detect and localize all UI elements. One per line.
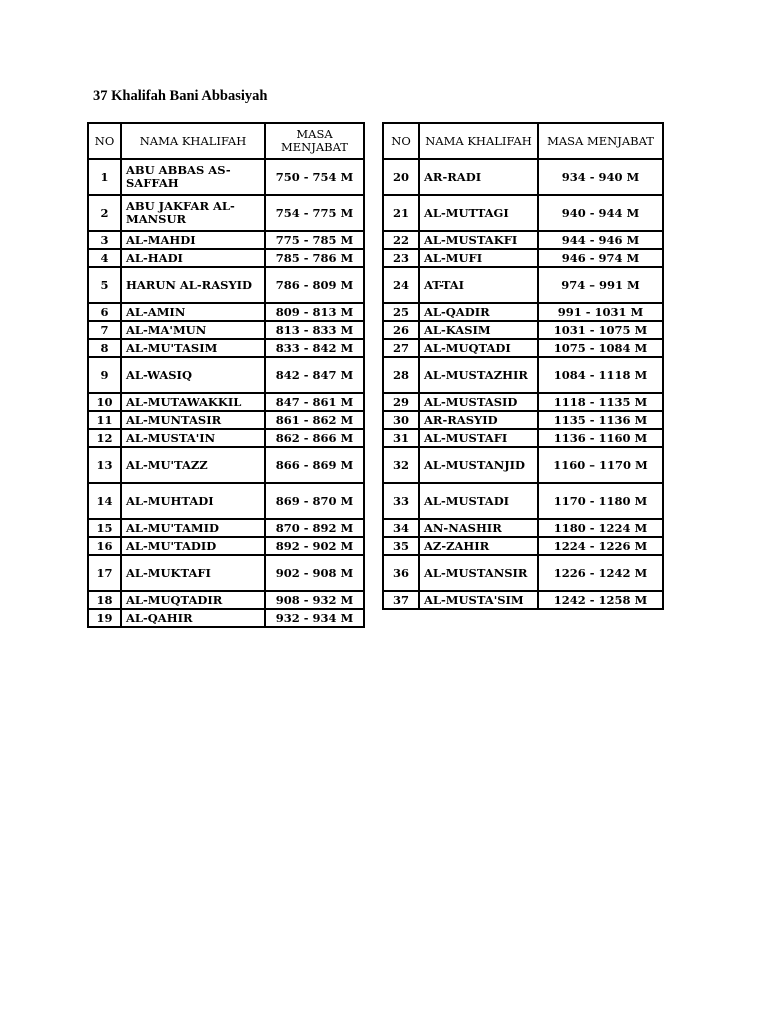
row-masa-menjabat: 908 - 932 M (265, 591, 364, 609)
row-masa-menjabat: 813 - 833 M (265, 321, 364, 339)
row-no: 25 (383, 303, 419, 321)
row-nama-khalifah: AL-MUSTASID (419, 393, 538, 411)
row-no: 30 (383, 411, 419, 429)
row-nama-khalifah: AN-NASHIR (419, 519, 538, 537)
row-no: 17 (88, 555, 121, 591)
row-no: 29 (383, 393, 419, 411)
row-masa-menjabat: 1180 - 1224 M (538, 519, 663, 537)
table-row (88, 555, 364, 591)
row-no: 3 (88, 231, 121, 249)
khalifah-table-left (87, 122, 365, 628)
row-nama-khalifah: AL-KASIM (419, 321, 538, 339)
row-nama-khalifah: AZ-ZAHIR (419, 537, 538, 555)
row-no: 7 (88, 321, 121, 339)
table-row (88, 393, 364, 411)
row-nama-khalifah: AL-MUHTADI (121, 483, 265, 519)
table-row (383, 537, 663, 555)
row-masa-menjabat: 861 - 862 M (265, 411, 364, 429)
table-row (383, 339, 663, 357)
header-no: NO (88, 123, 121, 159)
table-row (383, 519, 663, 537)
row-nama-khalifah: ABU JAKFAR AL-MANSUR (121, 195, 265, 231)
table-row (88, 429, 364, 447)
table-row (88, 609, 364, 627)
row-masa-menjabat: 940 - 944 M (538, 195, 663, 231)
table-row (88, 231, 364, 249)
header-no: NO (383, 123, 419, 159)
row-nama-khalifah: AR-RASYID (419, 411, 538, 429)
row-nama-khalifah: HARUN AL-RASYID (121, 267, 265, 303)
table-row (383, 321, 663, 339)
header-row (383, 123, 663, 159)
row-masa-menjabat: 1242 - 1258 M (538, 591, 663, 609)
row-no: 15 (88, 519, 121, 537)
row-no: 12 (88, 429, 121, 447)
row-no: 6 (88, 303, 121, 321)
row-no: 20 (383, 159, 419, 195)
table-row (88, 267, 364, 303)
row-no: 32 (383, 447, 419, 483)
row-no: 24 (383, 267, 419, 303)
row-nama-khalifah: ABU ABBAS AS-SAFFAH (121, 159, 265, 195)
table-row (383, 159, 663, 195)
row-no: 36 (383, 555, 419, 591)
row-masa-menjabat: 785 - 786 M (265, 249, 364, 267)
table-row (88, 411, 364, 429)
header-nama-khalifah: NAMA KHALIFAH (121, 123, 265, 159)
row-nama-khalifah: AL-MU'TAZZ (121, 447, 265, 483)
row-nama-khalifah: AL-MUSTA'SIM (419, 591, 538, 609)
table-row (88, 483, 364, 519)
row-nama-khalifah: AL-MU'TASIM (121, 339, 265, 357)
row-no: 28 (383, 357, 419, 393)
header-masa-menjabat: MASA MENJABAT (538, 123, 663, 159)
khalifah-table-right (382, 122, 664, 610)
row-no: 23 (383, 249, 419, 267)
table-row (88, 519, 364, 537)
row-masa-menjabat: 1160 – 1170 M (538, 447, 663, 483)
row-nama-khalifah: AL-MUSTA'IN (121, 429, 265, 447)
row-no: 5 (88, 267, 121, 303)
row-masa-menjabat: 1031 - 1075 M (538, 321, 663, 339)
header-nama-khalifah: NAMA KHALIFAH (419, 123, 538, 159)
row-masa-menjabat: 869 - 870 M (265, 483, 364, 519)
row-nama-khalifah: AL-MUSTANJID (419, 447, 538, 483)
row-masa-menjabat: 991 - 1031 M (538, 303, 663, 321)
row-masa-menjabat: 750 - 754 M (265, 159, 364, 195)
row-nama-khalifah: AL-MUFI (419, 249, 538, 267)
row-masa-menjabat: 1170 - 1180 M (538, 483, 663, 519)
table-row (88, 303, 364, 321)
row-nama-khalifah: AL-MAHDI (121, 231, 265, 249)
row-masa-menjabat: 847 - 861 M (265, 393, 364, 411)
row-nama-khalifah: AL-MUQTADIR (121, 591, 265, 609)
row-nama-khalifah: AL-MU'TADID (121, 537, 265, 555)
row-masa-menjabat: 1135 - 1136 M (538, 411, 663, 429)
row-nama-khalifah: AL-QAHIR (121, 609, 265, 627)
table-row (383, 357, 663, 393)
table-row (88, 537, 364, 555)
row-nama-khalifah: AL-MA'MUN (121, 321, 265, 339)
row-nama-khalifah: AL-MUNTASIR (121, 411, 265, 429)
row-nama-khalifah: AR-RADI (419, 159, 538, 195)
row-nama-khalifah: AL-HADI (121, 249, 265, 267)
table-row (383, 393, 663, 411)
row-nama-khalifah: AL-MUKTAFI (121, 555, 265, 591)
row-masa-menjabat: 892 - 902 M (265, 537, 364, 555)
row-masa-menjabat: 870 - 892 M (265, 519, 364, 537)
row-nama-khalifah: AL-MUSTAZHIR (419, 357, 538, 393)
table-row (88, 357, 364, 393)
row-nama-khalifah: AL-MUTAWAKKIL (121, 393, 265, 411)
row-no: 10 (88, 393, 121, 411)
row-masa-menjabat: 1224 - 1226 M (538, 537, 663, 555)
row-no: 16 (88, 537, 121, 555)
row-masa-menjabat: 786 - 809 M (265, 267, 364, 303)
row-no: 33 (383, 483, 419, 519)
row-masa-menjabat: 862 - 866 M (265, 429, 364, 447)
row-nama-khalifah: AL-MUSTADI (419, 483, 538, 519)
row-nama-khalifah: AL-MUQTADI (419, 339, 538, 357)
row-masa-menjabat: 932 - 934 M (265, 609, 364, 627)
row-nama-khalifah: AL-QADIR (419, 303, 538, 321)
table-row (88, 195, 364, 231)
table-row (88, 447, 364, 483)
row-masa-menjabat: 1136 - 1160 M (538, 429, 663, 447)
row-no: 2 (88, 195, 121, 231)
table-row (383, 411, 663, 429)
row-no: 27 (383, 339, 419, 357)
table-row (383, 483, 663, 519)
row-masa-menjabat: 1075 - 1084 M (538, 339, 663, 357)
table-row (383, 429, 663, 447)
row-no: 21 (383, 195, 419, 231)
row-masa-menjabat: 1084 - 1118 M (538, 357, 663, 393)
table-row (88, 591, 364, 609)
row-no: 18 (88, 591, 121, 609)
row-masa-menjabat: 974 – 991 M (538, 267, 663, 303)
row-masa-menjabat: 946 - 974 M (538, 249, 663, 267)
row-no: 1 (88, 159, 121, 195)
row-no: 35 (383, 537, 419, 555)
row-no: 22 (383, 231, 419, 249)
document-title: 37 Khalifah Bani Abbasiyah (93, 88, 268, 104)
row-masa-menjabat: 833 - 842 M (265, 339, 364, 357)
row-no: 13 (88, 447, 121, 483)
table-row (383, 555, 663, 591)
row-masa-menjabat: 842 - 847 M (265, 357, 364, 393)
header-masa-menjabat: MASA MENJABAT (265, 123, 364, 159)
row-no: 11 (88, 411, 121, 429)
row-masa-menjabat: 1118 - 1135 M (538, 393, 663, 411)
row-no: 8 (88, 339, 121, 357)
row-nama-khalifah: AL-MUSTANSIR (419, 555, 538, 591)
row-nama-khalifah: AL-WASIQ (121, 357, 265, 393)
row-masa-menjabat: 866 - 869 M (265, 447, 364, 483)
row-masa-menjabat: 902 - 908 M (265, 555, 364, 591)
table-row (383, 447, 663, 483)
table-row (88, 321, 364, 339)
row-no: 19 (88, 609, 121, 627)
row-masa-menjabat: 754 - 775 M (265, 195, 364, 231)
row-no: 4 (88, 249, 121, 267)
table-row (383, 249, 663, 267)
row-nama-khalifah: AL-MUSTAFI (419, 429, 538, 447)
table-row (383, 267, 663, 303)
row-no: 9 (88, 357, 121, 393)
row-masa-menjabat: 934 - 940 M (538, 159, 663, 195)
row-no: 34 (383, 519, 419, 537)
row-no: 26 (383, 321, 419, 339)
header-row (88, 123, 364, 159)
table-row (383, 591, 663, 609)
row-nama-khalifah: AL-MUSTAKFI (419, 231, 538, 249)
row-no: 31 (383, 429, 419, 447)
row-nama-khalifah: AL-AMIN (121, 303, 265, 321)
table-row (383, 303, 663, 321)
row-no: 14 (88, 483, 121, 519)
table-row (88, 159, 364, 195)
row-nama-khalifah: AT-TAI (419, 267, 538, 303)
row-nama-khalifah: AL-MUTTAGI (419, 195, 538, 231)
table-row (88, 249, 364, 267)
row-masa-menjabat: 1226 - 1242 M (538, 555, 663, 591)
table-row (383, 231, 663, 249)
table-row (88, 339, 364, 357)
row-no: 37 (383, 591, 419, 609)
row-masa-menjabat: 775 - 785 M (265, 231, 364, 249)
row-nama-khalifah: AL-MU'TAMID (121, 519, 265, 537)
table-row (383, 195, 663, 231)
row-masa-menjabat: 944 - 946 M (538, 231, 663, 249)
row-masa-menjabat: 809 - 813 M (265, 303, 364, 321)
